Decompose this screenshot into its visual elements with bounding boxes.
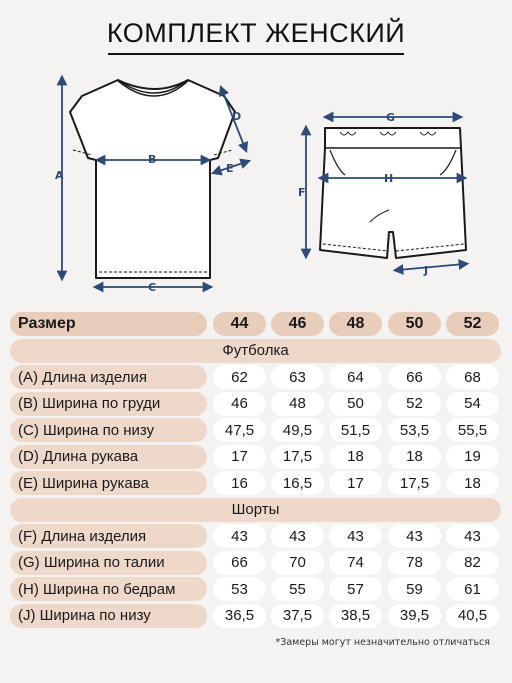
- page-title: КОМПЛЕКТ ЖЕНСКИЙ: [106, 18, 406, 48]
- value-cell: 53: [213, 577, 266, 601]
- dim-label-b: B: [148, 153, 157, 166]
- dim-label-d: D: [232, 110, 242, 123]
- value-cell: 74: [329, 551, 382, 575]
- dim-label-c: C: [148, 281, 157, 294]
- row-label: (C) Ширина по низу: [10, 418, 207, 442]
- value-cell: 61: [446, 577, 499, 601]
- value-cell: 66: [213, 551, 266, 575]
- value-cell: 17,5: [271, 445, 324, 469]
- value-cell: 17: [329, 471, 382, 495]
- size-column-52: 52: [446, 312, 499, 336]
- value-cell: 49,5: [271, 418, 324, 442]
- value-cell: 18: [388, 445, 441, 469]
- value-cell: 18: [446, 471, 499, 495]
- value-cell: 16,5: [271, 471, 324, 495]
- value-cell: 63: [271, 365, 324, 389]
- value-cell: 39,5: [388, 604, 441, 628]
- value-cell: 78: [388, 551, 441, 575]
- value-cell: 51,5: [329, 418, 382, 442]
- header-size-label: Размер: [10, 312, 207, 336]
- section-title: Шорты: [10, 498, 501, 522]
- measurement-note: *Замеры могут незначительно отличаться: [275, 637, 490, 648]
- dim-label-a: A: [55, 169, 64, 182]
- value-cell: 47,5: [213, 418, 266, 442]
- value-cell: 37,5: [271, 604, 324, 628]
- table-row: [10, 365, 501, 389]
- row-label: (H) Ширина по бедрам: [10, 577, 207, 601]
- section-title: Футболка: [10, 339, 501, 363]
- garment-drawings: [0, 0, 512, 310]
- table-header-row: [10, 312, 501, 336]
- value-cell: 55,5: [446, 418, 499, 442]
- size-column-50: 50: [388, 312, 441, 336]
- value-cell: 18: [329, 445, 382, 469]
- tshirt-drawing: [70, 80, 235, 278]
- value-cell: 62: [213, 365, 266, 389]
- table-row: [10, 445, 501, 469]
- row-label: (A) Длина изделия: [10, 365, 207, 389]
- dim-label-j: J: [424, 264, 429, 277]
- table-row: [10, 551, 501, 575]
- row-label: (D) Длина рукава: [10, 445, 207, 469]
- table-row: [10, 392, 501, 416]
- value-cell: 19: [446, 445, 499, 469]
- value-cell: 53,5: [388, 418, 441, 442]
- dim-label-e: E: [226, 162, 234, 175]
- size-column-48: 48: [329, 312, 382, 336]
- value-cell: 16: [213, 471, 266, 495]
- value-cell: 17,5: [388, 471, 441, 495]
- value-cell: 54: [446, 392, 499, 416]
- value-cell: 43: [388, 524, 441, 548]
- value-cell: 52: [388, 392, 441, 416]
- row-label: (E) Ширина рукава: [10, 471, 207, 495]
- table-row: [10, 577, 501, 601]
- dim-label-f: F: [298, 186, 306, 199]
- value-cell: 64: [329, 365, 382, 389]
- value-cell: 82: [446, 551, 499, 575]
- table-row: [10, 471, 501, 495]
- value-cell: 50: [329, 392, 382, 416]
- value-cell: 43: [213, 524, 266, 548]
- row-label: (B) Ширина по груди: [10, 392, 207, 416]
- value-cell: 57: [329, 577, 382, 601]
- value-cell: 17: [213, 445, 266, 469]
- value-cell: 48: [271, 392, 324, 416]
- dim-label-h: H: [384, 172, 394, 185]
- dim-label-g: G: [386, 111, 396, 124]
- value-cell: 43: [329, 524, 382, 548]
- value-cell: 38,5: [329, 604, 382, 628]
- shorts-drawing: [320, 128, 466, 258]
- row-label: (F) Длина изделия: [10, 524, 207, 548]
- value-cell: 55: [271, 577, 324, 601]
- value-cell: 66: [388, 365, 441, 389]
- size-column-44: 44: [213, 312, 266, 336]
- size-column-46: 46: [271, 312, 324, 336]
- value-cell: 43: [271, 524, 324, 548]
- row-label: (J) Ширина по низу: [10, 604, 207, 628]
- value-cell: 70: [271, 551, 324, 575]
- value-cell: 40,5: [446, 604, 499, 628]
- value-cell: 36,5: [213, 604, 266, 628]
- row-label: (G) Ширина по талии: [10, 551, 207, 575]
- value-cell: 68: [446, 365, 499, 389]
- value-cell: 59: [388, 577, 441, 601]
- table-row: [10, 418, 501, 442]
- value-cell: 46: [213, 392, 266, 416]
- table-row: [10, 524, 501, 548]
- value-cell: 43: [446, 524, 499, 548]
- table-row: [10, 604, 501, 628]
